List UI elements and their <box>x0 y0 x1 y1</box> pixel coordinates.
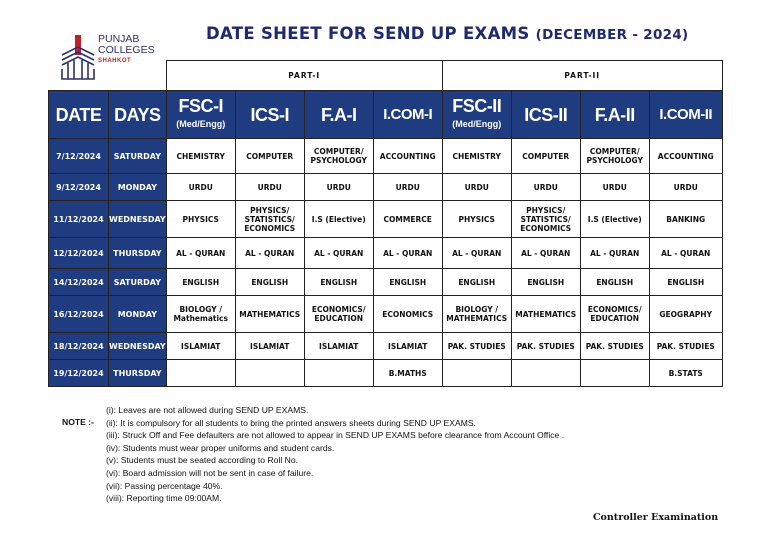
subject-cell: BIOLOGY / Mathematics <box>166 296 235 333</box>
date-cell: 14/12/2024 <box>49 269 109 296</box>
title-subtitle: (DECEMBER - 2024) <box>535 27 689 43</box>
subject-cell: AL - QURAN <box>580 238 649 269</box>
subject-cell: PAK. STUDIES <box>580 333 649 360</box>
subject-cell <box>235 360 304 387</box>
day-cell: WEDNESDAY <box>109 201 167 238</box>
note-item: (v): Students must be seated according to Roll No. <box>106 455 299 466</box>
table-row <box>49 296 723 333</box>
subject-cell: COMPUTER/ PSYCHOLOGY <box>580 139 649 174</box>
note-item: (ii): It is compulsory for all students to bring the printed answers sheets during SEND UP EXAMS. <box>106 417 477 428</box>
page-title <box>206 24 689 43</box>
note-item: (vi): Board admission will not be sent in case of failure. <box>106 467 314 478</box>
notes-section <box>62 404 564 505</box>
subject-cell: ECONOMICS/ EDUCATION <box>304 296 373 333</box>
subject-cell: I.S (Elective) <box>580 201 649 238</box>
subject-cell: PAK. STUDIES <box>442 333 511 360</box>
subject-cell: ENGLISH <box>166 269 235 296</box>
subject-cell: B.STATS <box>649 360 722 387</box>
column-header-label: I.COM-I <box>383 105 433 123</box>
column-header-label: DATE <box>55 104 102 125</box>
subject-cell: GEOGRAPHY <box>649 296 722 333</box>
subject-cell <box>304 360 373 387</box>
column-header <box>304 91 373 139</box>
day-cell: THURSDAY <box>109 238 167 269</box>
subject-cell: ACCOUNTING <box>373 139 442 174</box>
day-cell: SATURDAY <box>109 139 167 174</box>
subject-cell <box>580 360 649 387</box>
column-header-label: DAYS <box>114 104 161 125</box>
column-header-label: I.COM-II <box>659 105 713 123</box>
subject-cell: PAK. STUDIES <box>511 333 580 360</box>
column-header-label: FSC-II <box>452 95 502 116</box>
subject-cell: AL - QURAN <box>373 238 442 269</box>
subject-cell: URDU <box>304 174 373 201</box>
part-two-heading: PART-II <box>442 61 722 91</box>
logo-line-colleges: COLLEGES <box>98 44 155 56</box>
date-cell: 16/12/2024 <box>49 296 109 333</box>
subject-cell: ENGLISH <box>649 269 722 296</box>
subject-cell: AL - QURAN <box>511 238 580 269</box>
subject-cell: ISLAMIAT <box>373 333 442 360</box>
subject-cell: ISLAMIAT <box>166 333 235 360</box>
subject-cell <box>442 360 511 387</box>
date-cell: 19/12/2024 <box>49 360 109 387</box>
subject-cell: ENGLISH <box>442 269 511 296</box>
note-item: (i): Leaves are not allowed during SEND UP EXAMS. <box>106 405 309 415</box>
subject-cell: URDU <box>442 174 511 201</box>
subject-cell: COMPUTER/ PSYCHOLOGY <box>304 139 373 174</box>
date-sheet-table <box>48 60 723 387</box>
subject-cell: ECONOMICS/ EDUCATION <box>580 296 649 333</box>
subject-cell: MATHEMATICS <box>511 296 580 333</box>
note-item: (viii): Reporting time 09:00AM. <box>106 493 222 504</box>
subject-cell: AL - QURAN <box>304 238 373 269</box>
subject-cell: ENGLISH <box>511 269 580 296</box>
subject-cell: I.S (Elective) <box>304 201 373 238</box>
table-header-row <box>49 91 723 139</box>
day-cell: WEDNESDAY <box>109 333 167 360</box>
controller-signature: Controller Examination <box>593 512 719 523</box>
column-header-label: ICS-II <box>524 104 568 125</box>
day-cell: THURSDAY <box>109 360 167 387</box>
column-header <box>109 91 167 139</box>
note-item: (vii): Passing percentage 40%. <box>106 480 223 491</box>
logo-line-campus: SHAHKOT <box>98 58 132 64</box>
column-header-sublabel: (Med/Engg) <box>452 118 502 129</box>
table-row <box>49 269 723 296</box>
column-header-label: FSC-I <box>178 95 223 116</box>
date-cell: 18/12/2024 <box>49 333 109 360</box>
date-cell: 7/12/2024 <box>49 139 109 174</box>
day-cell: MONDAY <box>109 174 167 201</box>
subject-cell: ENGLISH <box>235 269 304 296</box>
subject-cell: AL - QURAN <box>235 238 304 269</box>
subject-cell: PHYSICS/ STATISTICS/ ECONOMICS <box>511 201 580 238</box>
subject-cell <box>166 360 235 387</box>
day-cell: SATURDAY <box>109 269 167 296</box>
subject-cell: URDU <box>511 174 580 201</box>
table-row <box>49 139 723 174</box>
title-main: DATE SHEET FOR SEND UP EXAMS <box>206 24 530 43</box>
subject-cell: URDU <box>580 174 649 201</box>
logo-line-punjab: PUNJAB <box>98 33 140 45</box>
subject-cell: CHEMISTRY <box>442 139 511 174</box>
subject-cell: ISLAMIAT <box>235 333 304 360</box>
subject-cell: URDU <box>649 174 722 201</box>
subject-cell: COMMERCE <box>373 201 442 238</box>
date-cell: 9/12/2024 <box>49 174 109 201</box>
subject-cell: CHEMISTRY <box>166 139 235 174</box>
column-header <box>649 91 722 139</box>
column-header <box>442 91 511 139</box>
subject-cell: COMPUTER <box>235 139 304 174</box>
note-item: (iv): Students must wear proper uniforms and student cards. <box>106 442 335 453</box>
subject-cell: AL - QURAN <box>442 238 511 269</box>
table-row <box>49 201 723 238</box>
subject-cell: COMPUTER <box>511 139 580 174</box>
subject-cell: ACCOUNTING <box>649 139 722 174</box>
subject-cell: URDU <box>373 174 442 201</box>
column-header <box>580 91 649 139</box>
part-one-heading: PART-I <box>166 61 442 91</box>
table-row <box>49 333 723 360</box>
subject-cell: URDU <box>235 174 304 201</box>
column-header <box>511 91 580 139</box>
column-header <box>166 91 235 139</box>
subject-cell <box>511 360 580 387</box>
subject-cell: AL - QURAN <box>649 238 722 269</box>
column-header <box>373 91 442 139</box>
subject-cell: URDU <box>166 174 235 201</box>
subject-cell: PHYSICS/ STATISTICS/ ECONOMICS <box>235 201 304 238</box>
subject-cell: ISLAMIAT <box>304 333 373 360</box>
subject-cell: ENGLISH <box>580 269 649 296</box>
subject-cell: ECONOMICS <box>373 296 442 333</box>
note-item: (iii): Struck Off and Fee defaulters are not allowed to appear in SEND UP EXAMS before clearance from Account Office . <box>106 430 565 441</box>
subject-cell: PAK. STUDIES <box>649 333 722 360</box>
column-header-label: ICS-I <box>250 104 289 125</box>
subject-cell: B.MATHS <box>373 360 442 387</box>
day-cell: MONDAY <box>109 296 167 333</box>
subject-cell: AL - QURAN <box>166 238 235 269</box>
column-header-sublabel: (Med/Engg) <box>176 118 226 129</box>
date-cell: 12/12/2024 <box>49 238 109 269</box>
subject-cell: BIOLOGY / MATHEMATICS <box>442 296 511 333</box>
notes-list <box>62 404 564 505</box>
date-cell: 11/12/2024 <box>49 201 109 238</box>
subject-cell: MATHEMATICS <box>235 296 304 333</box>
subject-cell: PHYSICS <box>166 201 235 238</box>
table-row <box>49 238 723 269</box>
column-header-label: F.A-I <box>320 104 357 125</box>
subject-cell: BANKING <box>649 201 722 238</box>
table-row <box>49 360 723 387</box>
table-row <box>49 174 723 201</box>
note-label: NOTE :- <box>62 417 94 427</box>
subject-cell: ENGLISH <box>373 269 442 296</box>
column-header-label: F.A-II <box>594 104 635 125</box>
subject-cell: ENGLISH <box>304 269 373 296</box>
column-header <box>235 91 304 139</box>
subject-cell: PHYSICS <box>442 201 511 238</box>
column-header <box>49 91 109 139</box>
